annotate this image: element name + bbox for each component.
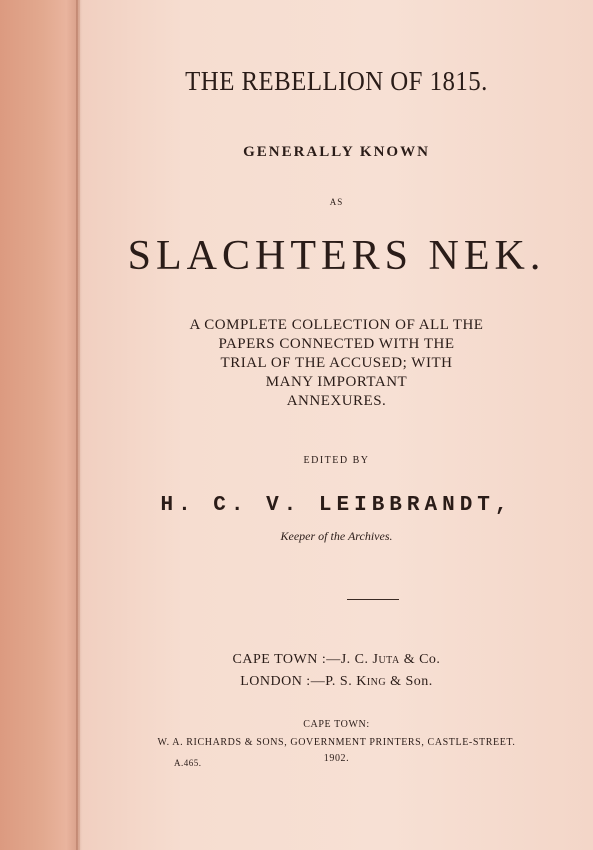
divider-rule xyxy=(347,599,399,600)
publisher-london xyxy=(80,674,593,690)
publisher-london-suffix: & Son. xyxy=(390,674,433,689)
publisher-cape-town-label: CAPE TOWN :—J. C. xyxy=(232,652,369,667)
main-title: SLACHTERS NEK. xyxy=(127,233,546,279)
printer-year: 1902. xyxy=(323,753,350,764)
publisher-cape-town-suffix: & Co. xyxy=(403,652,441,667)
subtitle: GENERALLY KNOWN xyxy=(243,144,430,160)
publisher-cape-town xyxy=(80,652,593,668)
publisher-london-name: King xyxy=(356,674,387,689)
description-block xyxy=(80,316,593,411)
connector-text: AS xyxy=(329,197,344,207)
book-title: THE REBELLION OF 1815. xyxy=(185,66,488,96)
description-line: A COMPLETE COLLECTION OF ALL THE xyxy=(189,317,484,333)
publisher-cape-town-name: Juta xyxy=(372,652,400,667)
editor-name: H. C. V. LEIBBRANDT, xyxy=(160,494,513,517)
publisher-london-label: LONDON :—P. S. xyxy=(240,674,353,689)
description-line: MANY IMPORTANT xyxy=(265,374,408,390)
description-line: PAPERS CONNECTED WITH THE xyxy=(218,336,455,352)
printer-city: CAPE TOWN: xyxy=(303,719,370,730)
reference-code: A.465. xyxy=(174,758,202,768)
description-line: TRIAL OF THE ACCUSED; WITH xyxy=(220,355,453,371)
edited-by-label: EDITED BY xyxy=(303,455,370,466)
description-line: ANNEXURES. xyxy=(286,393,387,409)
page-gutter xyxy=(0,0,78,850)
editor-role: Keeper of the Archives. xyxy=(280,529,393,543)
printer-name: W. A. RICHARDS & SONS, GOVERNMENT PRINTERS, CASTLE-STREET. xyxy=(157,737,516,748)
